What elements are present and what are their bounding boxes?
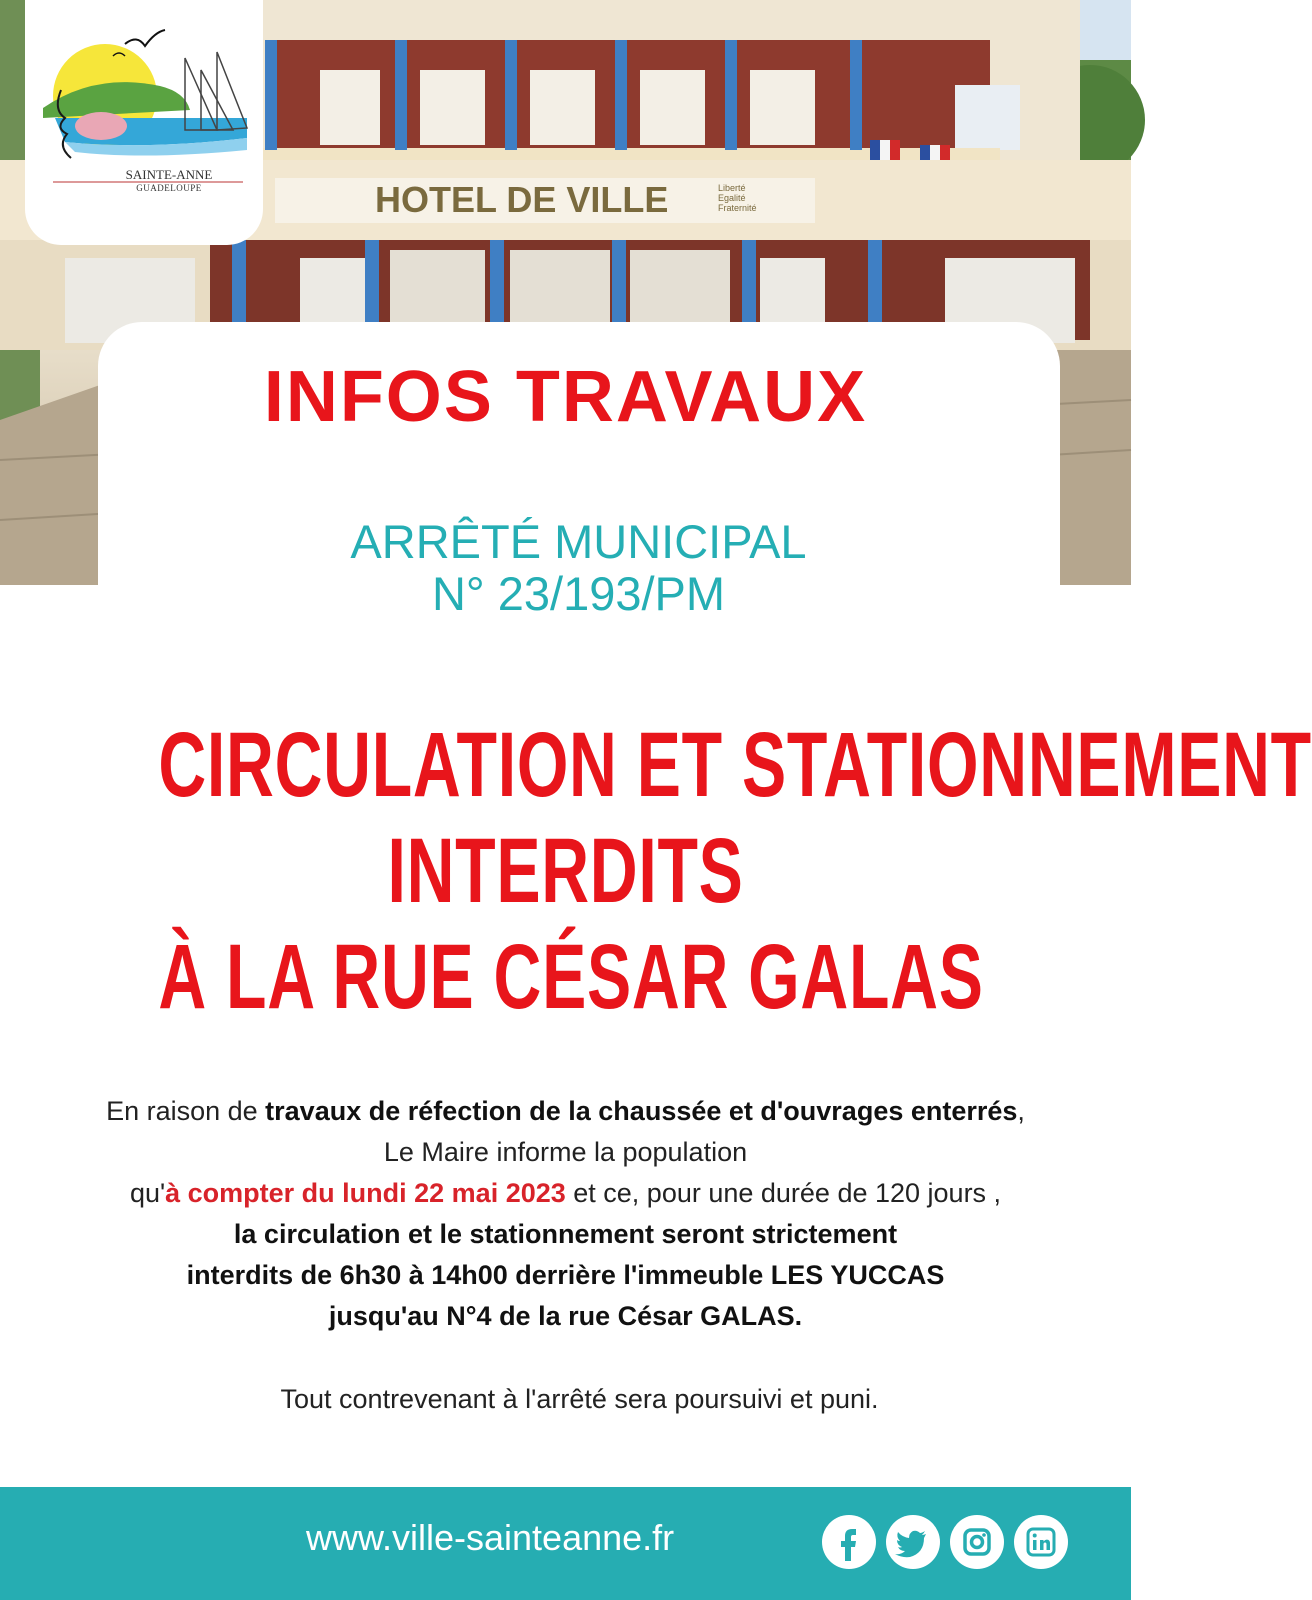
svg-text:Fraternité: Fraternité (718, 203, 757, 213)
main-title-line: INTERDITS (387, 820, 744, 922)
logo-region-name: GUADELOUPE (136, 183, 202, 193)
linkedin-icon[interactable] (1014, 1515, 1068, 1569)
svg-text:Liberté: Liberté (718, 183, 746, 193)
footer-bar (0, 1487, 1131, 1600)
website-link[interactable]: www.ville-sainteanne.fr (306, 1517, 675, 1558)
hotel-de-ville-sign: HOTEL DE VILLE (375, 179, 669, 220)
logo-town-name: SAINTE-ANNE (125, 167, 213, 182)
main-title-line: CIRCULATION ET STATIONNEMENT (158, 714, 1312, 816)
municipal-order-number: N° 23/193/PM (431, 567, 726, 620)
announcement-body (0, 1091, 1131, 1337)
body-line: la circulation et le stationnement seront strictement (233, 1219, 898, 1249)
main-title (0, 712, 1312, 1030)
headline: INFOS TRAVAUX (263, 357, 868, 437)
works-description: travaux de réfection de la chaussée et d'ouvrages enterrés (265, 1096, 1018, 1126)
body-line: interdits de 6h30 à 14h00 derrière l'immeuble LES YUCCAS (186, 1260, 945, 1290)
penalty-notice: Tout contrevenant à l'arrêté sera poursuivi et puni. (280, 1384, 879, 1414)
instagram-icon[interactable] (950, 1515, 1004, 1569)
svg-text:Egalité: Egalité (718, 193, 746, 203)
body-line: qu'à compter du lundi 22 mai 2023 et ce, pour une durée de 120 jours , (129, 1178, 1002, 1208)
sainte-anne-logo (25, 0, 263, 245)
facebook-icon[interactable] (822, 1515, 876, 1569)
body-line: En raison de travaux de réfection de la chaussée et d'ouvrages enterrés, (106, 1096, 1025, 1126)
body-line: Le Maire informe la population (383, 1137, 748, 1167)
twitter-icon[interactable] (886, 1515, 940, 1569)
municipal-order-title: ARRÊTÉ MUNICIPAL (350, 515, 807, 568)
start-date: à compter du lundi 22 mai 2023 (165, 1178, 566, 1208)
body-line: jusqu'au N°4 de la rue César GALAS. (328, 1301, 803, 1331)
main-title-line: À LA RUE CÉSAR GALAS (158, 926, 984, 1028)
